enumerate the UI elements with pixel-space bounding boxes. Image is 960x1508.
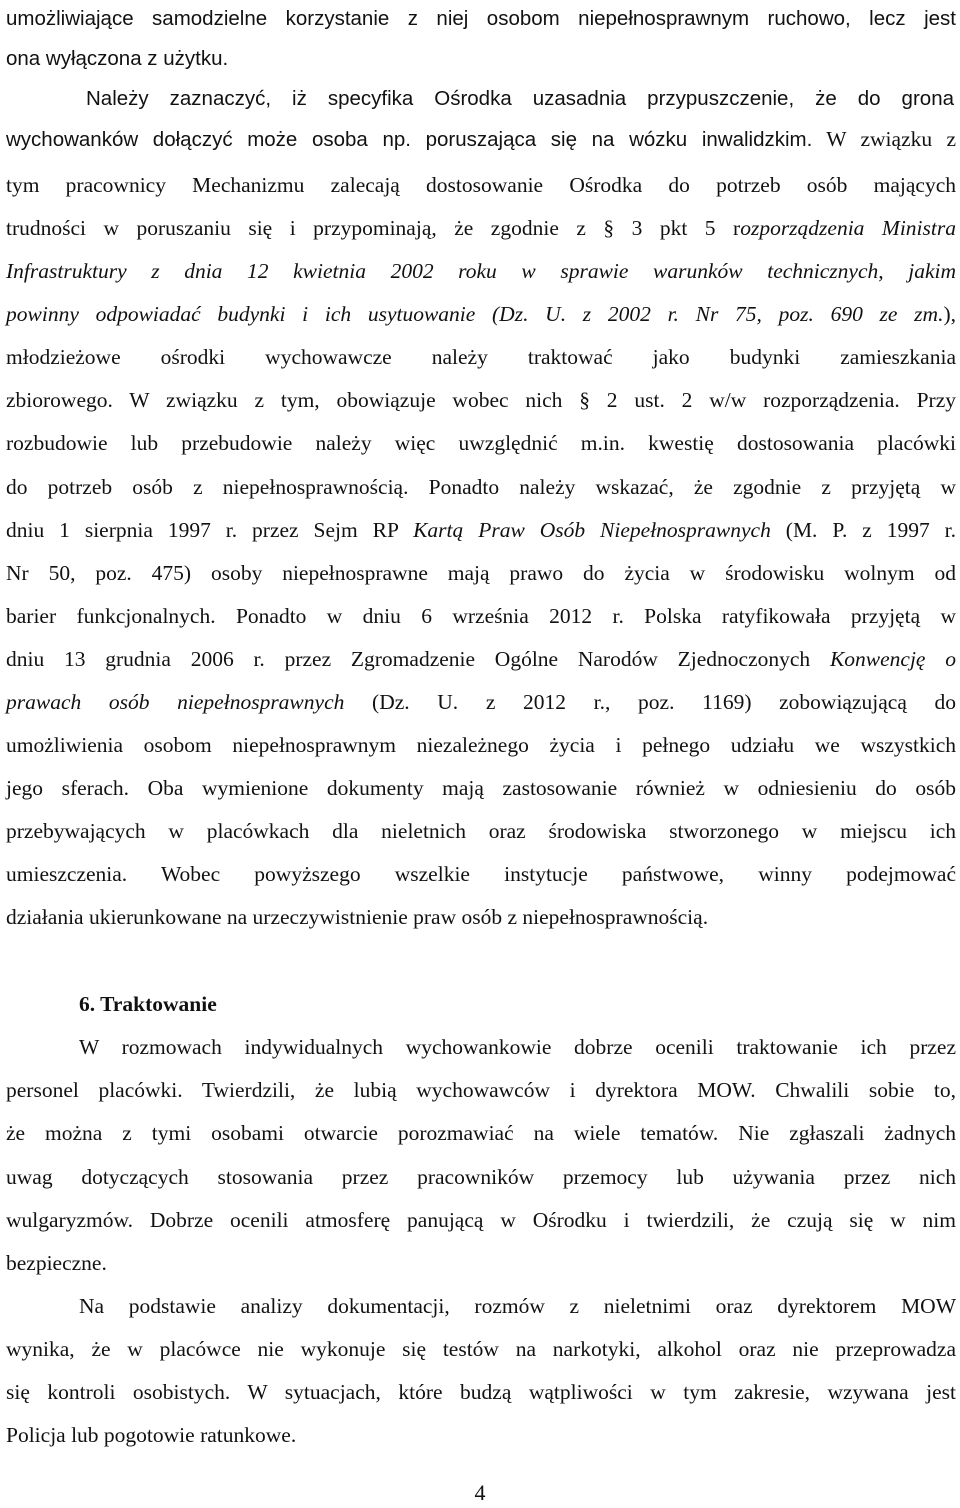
italic-span: prawach osób niepełnosprawnych	[6, 690, 345, 714]
text-line: że można z tymi osobami otwarcie porozmawiać na wiele tematów. Nie zgłaszali żadnych	[6, 1121, 956, 1145]
text-line: się kontroli osobistych. W sytuacjach, które budzą wątpliwości w tym zakresie, wzywana jest	[6, 1380, 956, 1404]
text-line: młodzieżowe ośrodki wychowawcze należy traktować jako budynki zamieszkania	[6, 345, 956, 369]
text-line	[6, 299, 956, 329]
text-line	[6, 213, 956, 243]
text-line: wulgaryzmów. Dobrze ocenili atmosferę panującą w Ośrodku i twierdzili, że czują się w nim	[6, 1208, 956, 1232]
text-line	[6, 687, 956, 717]
text-line: zbiorowego. W związku z tym, obowiązuje wobec nich § 2 ust. 2 w/w rozporządzenia. Przy	[6, 388, 956, 412]
text-line: barier funkcjonalnych. Ponadto w dniu 6 września 2012 r. Polska ratyfikowała przyjętą w	[6, 604, 956, 628]
page-number: 4	[474, 1480, 486, 1505]
text-line: jego sferach. Oba wymienione dokumenty mają zastosowanie również w odniesieniu do osób	[6, 776, 956, 800]
text-line: Nr 50, poz. 475) osoby niepełnosprawne mają prawo do życia w środowisku wolnym od	[6, 561, 956, 585]
text-span: W związku z	[826, 127, 956, 151]
text-line: umożliwienia osobom niepełnosprawnym niezależnego życia i pełnego udziału we wszystkich	[6, 733, 956, 757]
text-line: Na podstawie analizy dokumentacji, rozmów z nieletnimi oraz dyrektorem MOW	[79, 1294, 956, 1318]
section-heading: 6. Traktowanie	[79, 992, 217, 1016]
text-line: personel placówki. Twierdzili, że lubią wychowawców i dyrektora MOW. Chwalili sobie to,	[6, 1078, 956, 1102]
text-line: bezpieczne.	[6, 1251, 107, 1275]
text-span: (Dz. U. z 2012 r., poz. 1169) zobowiązującą do	[372, 690, 957, 714]
text-span: (M. P. z 1997 r.	[785, 518, 957, 542]
text-span: wychowanków dołączyć może osoba np. poruszająca się na wózku inwalidzkim.	[6, 128, 813, 151]
text-span: ),	[943, 302, 956, 326]
text-line: umieszczenia. Wobec powyższego wszelkie instytucje państwowe, winny podejmować	[6, 862, 956, 886]
text-line: przebywających w placówkach dla nieletnich oraz środowiska stworzonego w miejscu ich	[6, 819, 956, 843]
text-line: działania ukierunkowane na urzeczywistnienie praw osób z niepełnosprawnością.	[6, 905, 709, 929]
text-line: wynika, że w placówce nie wykonuje się testów na narkotyki, alkohol oraz nie przeprowadza	[6, 1337, 956, 1361]
italic-span: powinny odpowiadać budynki i ich usytuowanie (Dz. U. z 2002 r. Nr 75, poz. 690 ze zm.	[6, 302, 944, 326]
text-line: Należy zaznaczyć, iż specyfika Ośrodka uzasadnia przypuszczenie, że do grona	[86, 87, 954, 110]
text-line	[6, 644, 956, 674]
text-line: umożliwiające samodzielne korzystanie z niej osobom niepełnosprawnym ruchowo, lecz jest	[6, 7, 956, 30]
text-line: tym pracownicy Mechanizmu zalecają dostosowanie Ośrodka do potrzeb osób mających	[6, 173, 956, 197]
text-span: dniu 13 grudnia 2006 r. przez Zgromadzenie Ogólne Narodów Zjednoczonych	[6, 647, 811, 671]
text-line: W rozmowach indywidualnych wychowankowie dobrze ocenili traktowanie ich przez	[79, 1035, 956, 1059]
text-line	[6, 515, 956, 545]
text-line: Policja lub pogotowie ratunkowe.	[6, 1423, 297, 1447]
text-line: ona wyłączona z użytku.	[6, 47, 229, 70]
text-line: uwag dotyczących stosowania przez pracowników przemocy lub używania przez nich	[6, 1165, 956, 1189]
text-line: rozbudowie lub przebudowie należy więc uwzględnić m.in. kwestię dostosowania placówki	[6, 431, 956, 455]
text-span: dniu 1 sierpnia 1997 r. przez Sejm RP	[6, 518, 399, 542]
text-span: trudności w poruszaniu się i przypominają, że zgodnie z § 3 pkt 5 r	[6, 216, 741, 240]
italic-span: ozporządzenia Ministra	[740, 216, 956, 240]
text-line	[6, 124, 956, 155]
italic-span: Konwencję o	[829, 647, 956, 671]
italic-span: Kartą Praw Osób Niepełnosprawnych	[413, 518, 771, 542]
text-line: do potrzeb osób z niepełnosprawnością. Ponadto należy wskazać, że zgodnie z przyjętą w	[6, 475, 956, 499]
text-line: Infrastruktury z dnia 12 kwietnia 2002 roku w sprawie warunków technicznych, jakim	[6, 259, 956, 283]
